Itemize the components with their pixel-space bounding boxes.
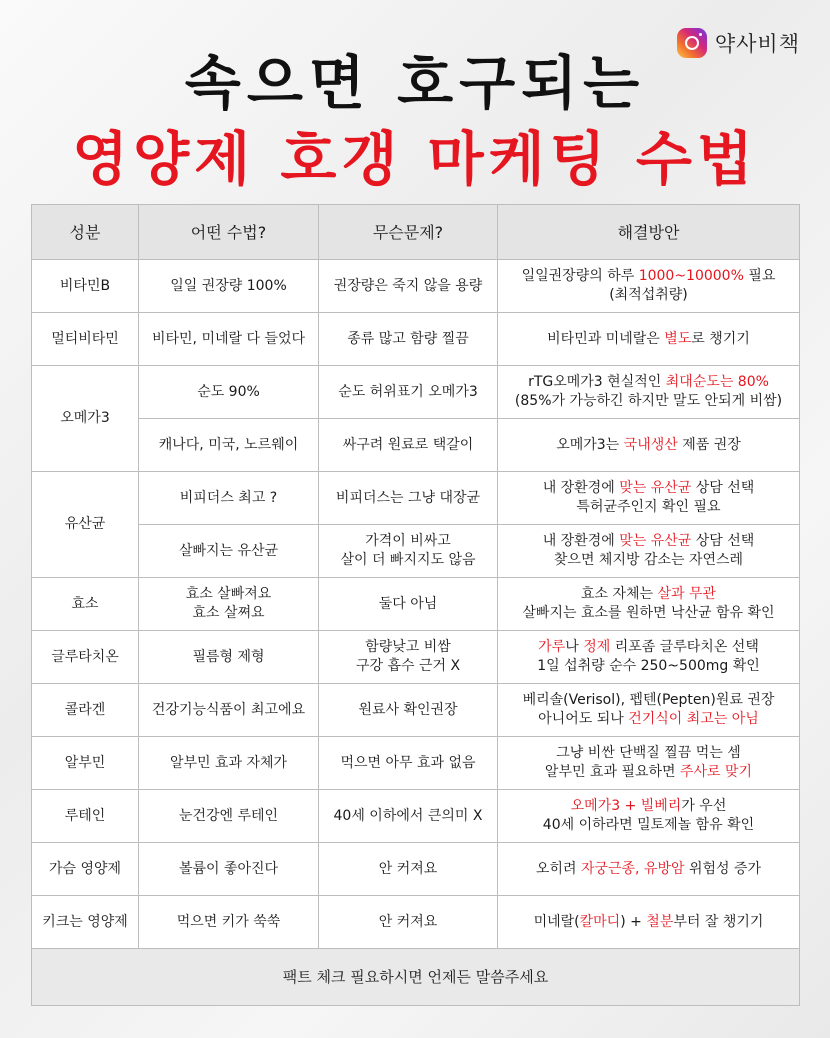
method-cell <box>139 790 319 843</box>
cell-line <box>502 267 795 286</box>
cell-line: 눈건강엔 루테인 <box>178 807 279 824</box>
cell-text: 내 장환경에 <box>542 533 620 549</box>
cell-line: 필름형 제형 <box>192 648 265 665</box>
solution-cell <box>498 525 800 578</box>
problem-cell <box>319 313 498 366</box>
table-row <box>32 578 800 631</box>
table-body <box>32 260 800 949</box>
cell-text: 위험성 증가 <box>684 860 762 877</box>
cell-text: 그냥 비싼 단백질 찔끔 먹는 셈 <box>556 745 741 761</box>
problem-cell <box>319 843 498 896</box>
cell-line: 둘다 아님 <box>378 595 438 612</box>
ingredient-cell: 오메가3 <box>32 366 139 472</box>
cell-text: 아니어도 되나 <box>538 711 629 727</box>
cell-line <box>502 604 795 623</box>
cell-line: 가격이 비싸고 <box>365 533 451 549</box>
ingredient-cell: 키크는 영양제 <box>32 896 139 949</box>
cell-text: 효소 자체는 <box>580 586 658 602</box>
table-row <box>32 843 800 896</box>
problem-cell <box>319 578 498 631</box>
cell-line: 효소 살쪄요 <box>192 605 265 621</box>
cell-line: 먹으면 아무 효과 없음 <box>340 754 476 771</box>
cell-line: 안 커져요 <box>378 913 438 930</box>
highlight-text: 자궁근종, 유방암 <box>580 860 685 877</box>
cell-line: 볼륨이 좋아진다 <box>178 860 279 877</box>
cell-text: 살빠지는 효소를 원하면 낙산균 함유 확인 <box>522 605 775 621</box>
cell-text: 부터 잘 챙기기 <box>673 913 764 930</box>
cell-line <box>502 710 795 729</box>
cell-line <box>502 373 795 392</box>
table-row <box>32 896 800 949</box>
ingredient-cell: 알부민 <box>32 737 139 790</box>
cell-line <box>502 479 795 498</box>
cell-line <box>502 744 795 763</box>
cell-line <box>502 551 795 570</box>
table-row <box>32 366 800 419</box>
cell-line <box>502 286 795 305</box>
cell-line <box>502 436 795 455</box>
table-row <box>32 631 800 684</box>
cell-line <box>502 860 795 879</box>
cell-text: rTG오메가3 현실적인 <box>528 374 666 390</box>
problem-cell <box>319 896 498 949</box>
method-cell <box>139 260 319 313</box>
cell-text: 필요 <box>743 268 776 284</box>
cell-text: ) + <box>620 913 647 930</box>
cell-text: 내 장환경에 <box>542 480 620 496</box>
table-row <box>32 472 800 525</box>
ingredient-cell: 유산균 <box>32 472 139 578</box>
title-line-2: 영양제 호갱 마케팅 수법 <box>72 125 758 193</box>
highlight-text: 주사로 맞기 <box>680 764 753 780</box>
cell-line: 권장량은 죽지 않을 용량 <box>333 277 483 294</box>
cell-line: 원료사 확인권장 <box>358 701 458 718</box>
table-footer-row <box>32 949 800 1006</box>
method-cell <box>139 366 319 419</box>
cell-text: (최적섭취량) <box>609 287 688 303</box>
method-cell <box>139 525 319 578</box>
cell-text: 상담 선택 <box>691 480 755 496</box>
solution-cell <box>498 896 800 949</box>
highlight-text: 살과 무관 <box>657 586 717 602</box>
cell-line: 40세 이하에서 큰의미 X <box>333 807 483 824</box>
cell-line: 일일 권장량 100% <box>170 277 287 294</box>
cell-line: 순도 90% <box>197 383 260 400</box>
problem-cell <box>319 737 498 790</box>
cell-text: 특허균주인지 확인 필요 <box>576 499 721 515</box>
cell-line: 종류 많고 함량 찔끔 <box>347 330 469 347</box>
highlight-text: 맞는 유산균 <box>619 533 692 549</box>
solution-cell <box>498 578 800 631</box>
table-row <box>32 260 800 313</box>
method-cell <box>139 896 319 949</box>
cell-line: 살이 더 빠지지도 않음 <box>340 552 476 568</box>
cell-text: 1일 섭취량 순수 250~500mg 확인 <box>537 658 760 674</box>
cell-line: 순도 허위표기 오메가3 <box>338 383 478 400</box>
cell-text: (85%가 가능하긴 하지만 말도 안되게 비쌈) <box>514 393 783 409</box>
title-line-1: 속으면 호구되는 <box>184 49 646 117</box>
cell-line: 비타민, 미네랄 다 들었다 <box>151 330 306 347</box>
cell-text: 상담 선택 <box>691 533 755 549</box>
ingredient-cell: 멀티비타민 <box>32 313 139 366</box>
solution-cell <box>498 313 800 366</box>
cell-text: 베리솔(Verisol), 펩텐(Pepten)원료 권장 <box>522 692 775 708</box>
problem-cell <box>319 472 498 525</box>
highlight-text: 1000~10000% <box>638 268 744 284</box>
problem-cell <box>319 684 498 737</box>
cell-line <box>502 691 795 710</box>
cell-line: 건강기능식품이 최고에요 <box>151 701 306 718</box>
problem-cell <box>319 790 498 843</box>
cell-text: 40세 이하라면 밀토제놀 함유 확인 <box>542 817 755 833</box>
cell-text: 오히려 <box>535 860 581 877</box>
cell-line: 알부민 효과 자체가 <box>169 754 288 771</box>
solution-cell <box>498 843 800 896</box>
cell-line: 함량낮고 비쌈 <box>365 639 451 655</box>
problem-cell <box>319 631 498 684</box>
method-cell <box>139 631 319 684</box>
highlight-text: 가루 <box>538 639 566 655</box>
solution-cell <box>498 472 800 525</box>
method-cell <box>139 843 319 896</box>
cell-line <box>502 532 795 551</box>
problem-cell <box>319 260 498 313</box>
cell-text: 가 우선 <box>681 798 727 814</box>
cell-text: 리포좀 글루타치온 선택 <box>610 639 759 655</box>
method-cell <box>139 472 319 525</box>
cell-text: 오메가3는 <box>556 436 624 453</box>
problem-cell <box>319 525 498 578</box>
cell-line <box>502 638 795 657</box>
method-cell <box>139 737 319 790</box>
cell-line <box>502 498 795 517</box>
highlight-text: 칼마디 <box>579 913 621 930</box>
cell-line: 효소 살빠져요 <box>185 586 272 602</box>
cell-text: 알부민 효과 필요하면 <box>544 764 680 780</box>
solution-cell <box>498 684 800 737</box>
cell-text: 비타민과 미네랄은 <box>547 330 665 347</box>
ingredient-cell: 콜라겐 <box>32 684 139 737</box>
ingredient-cell: 비타민B <box>32 260 139 313</box>
method-cell <box>139 578 319 631</box>
table-row <box>32 684 800 737</box>
table-row <box>32 790 800 843</box>
cell-line: 살빠지는 유산균 <box>178 542 279 559</box>
highlight-text: 철분 <box>646 913 674 930</box>
cell-line: 구강 흡수 근거 X <box>355 658 461 674</box>
solution-cell <box>498 631 800 684</box>
highlight-text: 건기식이 최고는 아님 <box>628 711 759 727</box>
cell-line <box>502 763 795 782</box>
highlight-text: 최대순도는 80% <box>665 374 769 390</box>
header-ingredient: 성분 <box>32 205 139 260</box>
cell-line: 캐나다, 미국, 노르웨이 <box>158 436 299 453</box>
cell-line <box>502 330 795 349</box>
solution-cell <box>498 737 800 790</box>
footer-note: 팩트 체크 필요하시면 언제든 말씀주세요 <box>32 949 800 1006</box>
solution-cell <box>498 366 800 419</box>
cell-text: 제품 권장 <box>677 436 741 453</box>
cell-text: 미네랄( <box>533 913 580 930</box>
header-problem: 무슨문제? <box>319 205 498 260</box>
cell-line <box>502 657 795 676</box>
table-row <box>32 737 800 790</box>
cell-line: 먹으면 키가 쑥쑥 <box>176 913 281 930</box>
ingredient-cell: 효소 <box>32 578 139 631</box>
highlight-text: 국내생산 <box>623 436 678 453</box>
cell-line: 싸구려 원료로 택갈이 <box>342 436 474 453</box>
cell-text: 로 챙기기 <box>691 330 750 347</box>
solution-cell <box>498 419 800 472</box>
solution-cell <box>498 790 800 843</box>
cell-text: 일일권장량의 하루 <box>521 268 639 284</box>
ingredient-cell: 글루타치온 <box>32 631 139 684</box>
cell-line: 비피더스 최고 ? <box>179 489 278 506</box>
highlight-text: 별도 <box>664 330 692 347</box>
cell-line <box>502 797 795 816</box>
table-row <box>32 419 800 472</box>
table-row <box>32 525 800 578</box>
ingredient-cell: 가슴 영양제 <box>32 843 139 896</box>
marketing-table <box>31 204 800 1006</box>
method-cell <box>139 419 319 472</box>
cell-line <box>502 913 795 932</box>
highlight-text: 정제 <box>583 639 611 655</box>
cell-text: 찾으면 체지방 감소는 자연스레 <box>553 552 744 568</box>
cell-line: 안 커져요 <box>378 860 438 877</box>
method-cell <box>139 313 319 366</box>
problem-cell <box>319 419 498 472</box>
problem-cell <box>319 366 498 419</box>
header-method: 어떤 수법? <box>139 205 319 260</box>
ingredient-cell: 루테인 <box>32 790 139 843</box>
cell-line <box>502 585 795 604</box>
highlight-text: 오메가3 + 빌베리 <box>570 798 682 814</box>
cell-text: 나 <box>565 639 584 655</box>
highlight-text: 맞는 유산균 <box>619 480 692 496</box>
cell-line <box>502 392 795 411</box>
cell-line <box>502 816 795 835</box>
table-header-row <box>32 205 800 260</box>
brand-name: 약사비책 <box>714 32 800 56</box>
cell-line: 비피더스는 그냥 대장균 <box>335 489 481 506</box>
header-solution: 해결방안 <box>498 205 800 260</box>
solution-cell <box>498 260 800 313</box>
method-cell <box>139 684 319 737</box>
table-row <box>32 313 800 366</box>
